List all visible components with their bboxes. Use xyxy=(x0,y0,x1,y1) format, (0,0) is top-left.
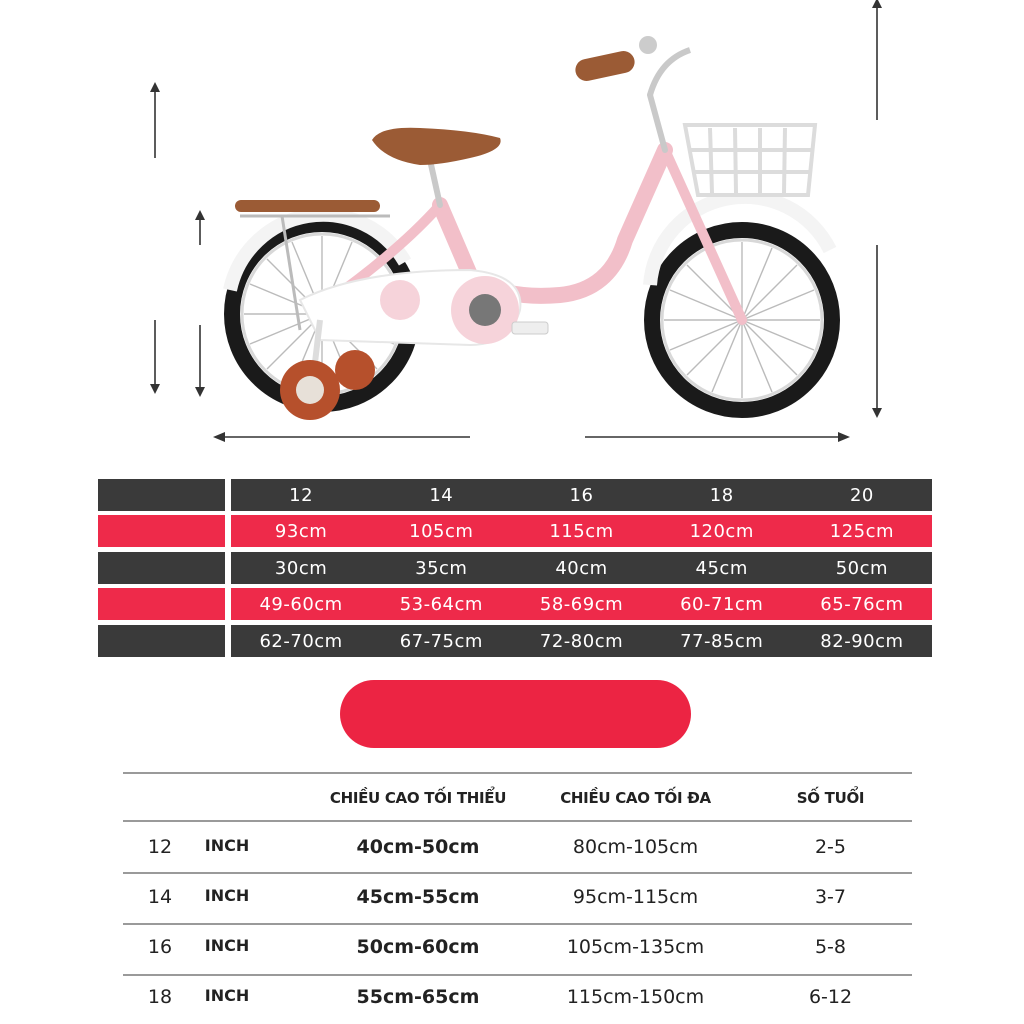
spec-cell: 14 xyxy=(429,484,454,506)
divider xyxy=(123,820,912,822)
spec-cell: 35cm xyxy=(415,557,468,579)
basket xyxy=(685,125,815,195)
divider xyxy=(123,974,912,976)
spec-cell: 72-80cm xyxy=(539,630,624,652)
max-height-header: CHIỀU CAO TỐI ĐA xyxy=(560,789,711,807)
banner-pill xyxy=(340,680,691,748)
spec-row-header xyxy=(98,479,225,511)
divider xyxy=(123,872,912,874)
spec-cell: 77-85cm xyxy=(680,630,764,652)
bicycle-illustration xyxy=(0,0,1024,470)
spec-cell: 16 xyxy=(569,484,594,506)
divider xyxy=(123,772,912,774)
spec-cell: 65-76cm xyxy=(820,593,904,615)
chain-guard xyxy=(300,270,520,345)
spec-row-rack xyxy=(0,552,1024,584)
seat-height-arrow xyxy=(150,82,160,394)
spec-row-length xyxy=(0,515,1024,547)
spec-cell: 20 xyxy=(849,484,874,506)
min-height-value: 55cm-65cm xyxy=(356,986,480,1008)
rack-height-arrow xyxy=(195,210,205,397)
spec-row-values xyxy=(231,479,932,511)
spec-cell: 125cm xyxy=(829,520,895,542)
spec-cell: 49-60cm xyxy=(259,593,343,615)
spec-cell: 60-71cm xyxy=(680,593,764,615)
total-height-arrow xyxy=(872,0,882,418)
spec-cell: 115cm xyxy=(549,520,614,542)
spec-row-values xyxy=(231,625,932,657)
age-header: SỐ TUỔI xyxy=(796,789,865,807)
spec-cell: 93cm xyxy=(274,520,328,542)
spec-row-header xyxy=(98,515,225,547)
spec-cell: 45cm xyxy=(695,557,748,579)
unit-label: INCH xyxy=(204,836,250,855)
unit-label: INCH xyxy=(204,936,250,955)
divider xyxy=(123,923,912,925)
spec-cell: 53-64cm xyxy=(399,593,483,615)
spec-cell: 12 xyxy=(289,484,314,506)
age-value: 5-8 xyxy=(814,936,847,958)
min-height-value: 40cm-50cm xyxy=(356,836,480,858)
size-value: 12 xyxy=(147,836,173,858)
spec-row-size xyxy=(0,479,1024,511)
size-value: 18 xyxy=(147,986,173,1008)
min-height-value: 50cm-60cm xyxy=(356,936,480,958)
spec-row-values xyxy=(231,515,932,547)
length-arrow xyxy=(213,432,850,442)
spec-row-header xyxy=(98,552,225,584)
unit-label: INCH xyxy=(204,886,250,905)
handlebar xyxy=(573,36,690,95)
spec-cell: 30cm xyxy=(274,557,328,579)
unit-label: INCH xyxy=(204,986,250,1005)
max-height-value: 80cm-105cm xyxy=(572,836,699,858)
spec-row-seat xyxy=(0,588,1024,620)
age-value: 2-5 xyxy=(814,836,847,858)
spec-cell: 40cm xyxy=(555,557,608,579)
spec-cell: 18 xyxy=(709,484,734,506)
size-value: 14 xyxy=(147,886,173,908)
spec-cell: 120cm xyxy=(689,520,754,542)
min-height-value: 45cm-55cm xyxy=(356,886,480,908)
size-value: 16 xyxy=(147,936,173,958)
saddle xyxy=(372,128,501,165)
max-height-value: 95cm-115cm xyxy=(572,886,699,908)
pedal xyxy=(512,322,548,334)
spec-row-values xyxy=(231,588,932,620)
spec-row-handlebar xyxy=(0,625,1024,657)
age-value: 3-7 xyxy=(814,886,847,908)
spec-cell: 82-90cm xyxy=(820,630,904,652)
max-height-value: 115cm-150cm xyxy=(566,986,705,1008)
spec-cell: 105cm xyxy=(409,520,474,542)
spec-cell: 62-70cm xyxy=(259,630,343,652)
spec-row-header xyxy=(98,588,225,620)
age-value: 6-12 xyxy=(808,986,853,1008)
max-height-value: 105cm-135cm xyxy=(566,936,705,958)
spec-cell: 50cm xyxy=(835,557,889,579)
spec-row-header xyxy=(98,625,225,657)
min-height-header: CHIỀU CAO TỐI THIỂU xyxy=(329,789,507,807)
spec-cell: 67-75cm xyxy=(399,630,483,652)
spec-row-values xyxy=(231,552,932,584)
spec-cell: 58-69cm xyxy=(539,593,624,615)
